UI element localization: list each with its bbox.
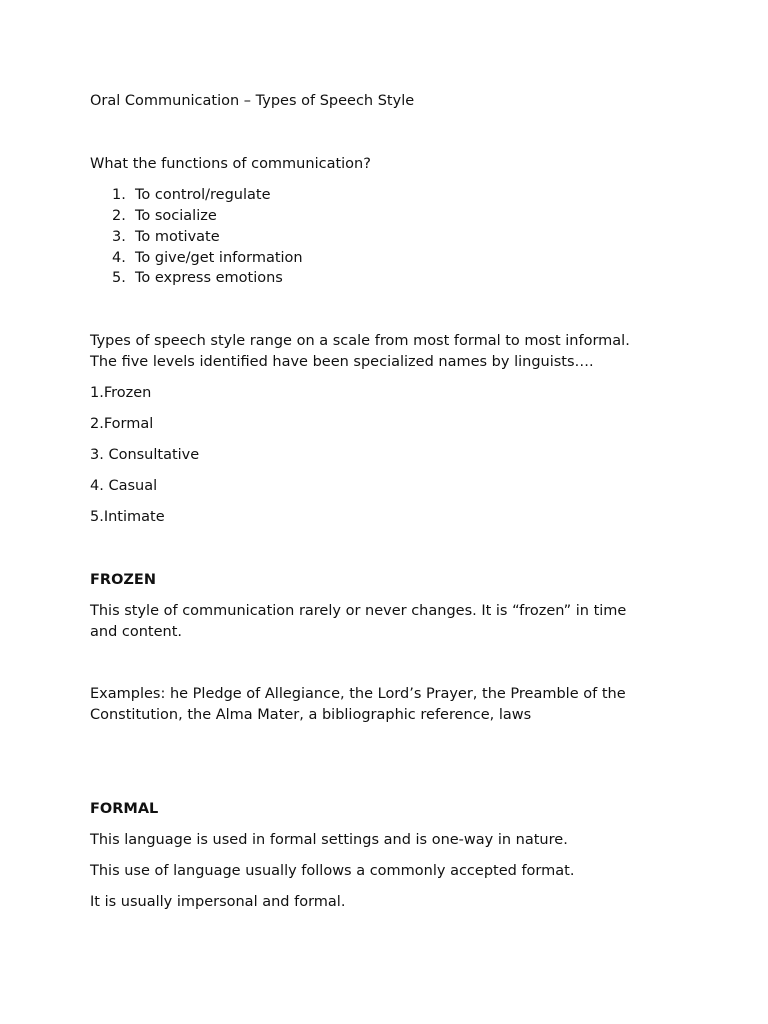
document-title: Oral Communication – Types of Speech Style — [90, 93, 415, 109]
formal-line-1: This language is used in formal settings and is one-way in nature. — [90, 832, 568, 848]
formal-heading: FORMAL — [90, 801, 159, 817]
intro-paragraph-line-2: The five levels identified have been specialized names by linguists…. — [90, 354, 594, 370]
level-item: 2.Formal — [90, 416, 154, 432]
level-item: 3. Consultative — [90, 447, 200, 463]
formal-line-3: It is usually impersonal and formal. — [90, 894, 346, 910]
list-item-text: To express emotions — [135, 270, 283, 286]
frozen-description-line-1: This style of communication rarely or never changes. It is “frozen” in time — [90, 603, 627, 619]
level-item: 4. Casual — [90, 478, 158, 494]
list-item-number: 2. — [112, 208, 126, 224]
frozen-examples-line-2: Constitution, the Alma Mater, a bibliographic reference, laws — [90, 707, 532, 723]
frozen-examples-line-1: Examples: he Pledge of Allegiance, the Lord’s Prayer, the Preamble of the — [90, 686, 626, 702]
list-item-text: To control/regulate — [135, 187, 271, 203]
list-item-number: 5. — [112, 270, 126, 286]
functions-question: What the functions of communication? — [90, 156, 371, 172]
list-item-text: To socialize — [135, 208, 217, 224]
formal-line-2: This use of language usually follows a commonly accepted format. — [90, 863, 575, 879]
list-item-text: To give/get information — [135, 250, 303, 266]
level-item: 5.Intimate — [90, 509, 165, 525]
list-item-number: 1. — [112, 187, 126, 203]
intro-paragraph-line-1: Types of speech style range on a scale from most formal to most informal. — [90, 333, 630, 349]
list-item — [112, 268, 283, 289]
list-item — [112, 185, 271, 206]
list-item — [112, 227, 220, 248]
frozen-description-line-2: and content. — [90, 624, 183, 640]
list-item — [112, 206, 217, 227]
list-item-number: 4. — [112, 250, 126, 266]
frozen-heading: FROZEN — [90, 572, 156, 588]
list-item — [112, 248, 303, 269]
list-item-number: 3. — [112, 229, 126, 245]
level-item: 1.Frozen — [90, 385, 152, 401]
list-item-text: To motivate — [135, 229, 220, 245]
